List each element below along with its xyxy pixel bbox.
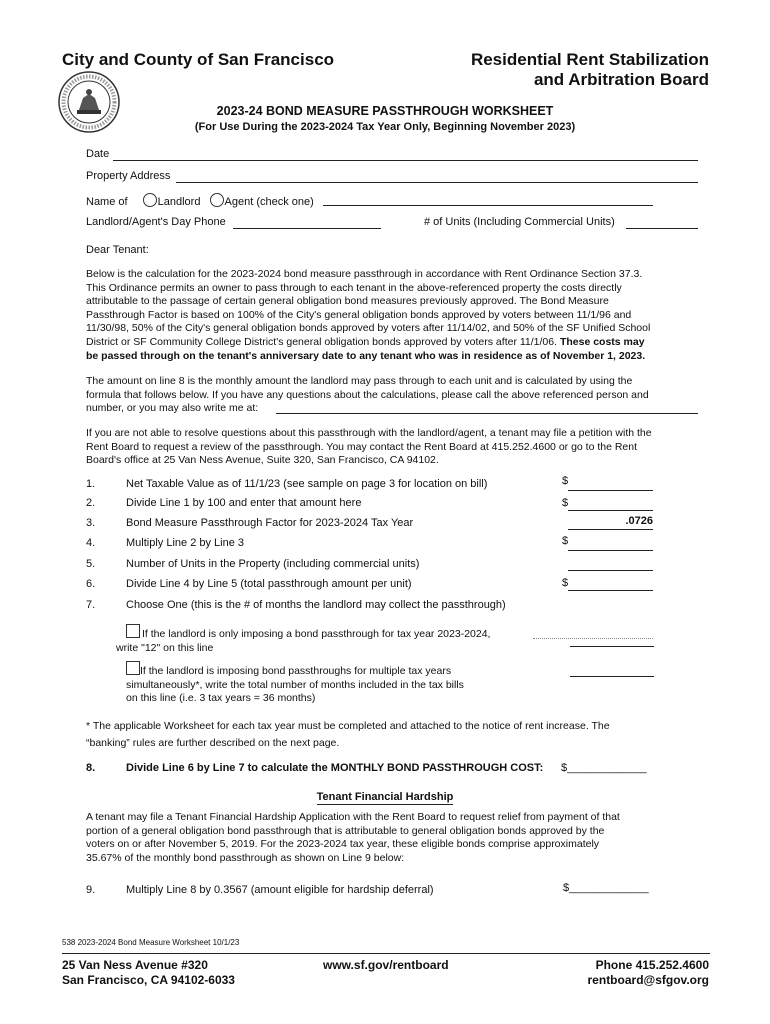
intro-line: [86, 336, 706, 350]
write-address-field[interactable]: [276, 401, 698, 414]
phone-field[interactable]: [233, 216, 381, 229]
line-5-text: Number of Units in the Property (including commercial units): [126, 558, 420, 570]
units-field[interactable]: [626, 216, 698, 229]
petition-line: If you are not able to resolve questions about this passthrough with the landlord/agent, a tenant may file a petition with the: [86, 427, 652, 439]
intro-line-text: District or SF Community College District's general obligation bonds approved by voters after 11/1/06.: [86, 335, 558, 348]
footnote-line: * The applicable Worksheet for each tax year must be completed and attached to the notice of rent increase. The: [86, 720, 610, 732]
option-1-line: write "12" on this line: [116, 642, 214, 654]
line-9-field[interactable]: $_____________: [563, 882, 649, 894]
hardship-line: voters on or after November 5, 2019. For the 2023-2024 tax year, these eligible bonds comprise approximately: [86, 838, 600, 851]
line-1-field[interactable]: [568, 478, 653, 491]
hardship-heading-wrap: [0, 787, 770, 805]
calc-line: formula that follows below. If you have any questions about the calculations, please call the above referenced person and: [86, 388, 649, 401]
intro-bold-line: be passed through on the tenant's anniversary date to any tenant who was in residence as of November 1, 2023.: [86, 349, 646, 362]
line-4-field[interactable]: [568, 538, 653, 551]
line-5-number: 5.: [86, 558, 96, 570]
calc-line: number, or you may also write me at:: [86, 402, 259, 415]
option-1-field[interactable]: [570, 646, 654, 647]
option-2-field[interactable]: [570, 676, 654, 677]
intro-line: Below is the calculation for the 2023-2024 bond measure passthrough in accordance with Rent Ordinance Section 37.3.: [86, 268, 643, 280]
option-1-dotted-line: [533, 638, 653, 639]
option-1-line: If the landlord is only imposing a bond passthrough for tax year 2023-2024,: [142, 628, 491, 640]
line-4-text: Multiply Line 2 by Line 3: [126, 537, 245, 549]
calc-line: The amount on line 8 is the monthly amount the landlord may pass through to each unit and is calculated by using the: [86, 375, 633, 387]
line-3-factor: .0726: [568, 515, 653, 530]
line-5-field[interactable]: [568, 558, 653, 571]
intro-bold-text: These costs may: [557, 335, 645, 348]
worksheet-title: 2023-24 BOND MEASURE PASSTHROUGH WORKSHEET: [216, 104, 554, 118]
option-2-checkbox[interactable]: [126, 661, 140, 675]
footer-address-line2: San Francisco, CA 94102-6033: [62, 973, 235, 987]
salutation: Dear Tenant:: [86, 244, 149, 256]
line-3-text: Bond Measure Passthrough Factor for 2023-2024 Tax Year: [126, 517, 414, 529]
option-1-text: [116, 627, 491, 655]
hardship-line: portion of a general obligation bond passthrough that is attributable to general obligation bonds approved by the: [86, 824, 605, 837]
line-2-text: Divide Line 1 by 100 and enter that amount here: [126, 497, 362, 509]
agency-name: City and County of San Francisco: [62, 50, 335, 69]
property-address-label: Property Address: [86, 170, 171, 182]
intro-line: attributable to the passage of certain general obligation bond measures previously approved. The Bond Measure: [86, 295, 609, 308]
line-9-number: 9.: [86, 884, 96, 896]
form-code: 538 2023-2024 Bond Measure Worksheet 10/1/23: [62, 938, 240, 947]
board-name-line2: and Arbitration Board: [533, 70, 709, 89]
line-4-dollar: $: [562, 535, 569, 547]
line-6-field[interactable]: [568, 578, 653, 591]
line-1-text: Net Taxable Value as of 11/1/23 (see sample on page 3 for location on bill): [126, 478, 488, 490]
line-6-text: Divide Line 4 by Line 5 (total passthrough amount per unit): [126, 578, 412, 590]
petition-line: Board's office at 25 Van Ness Avenue, Suite 320, San Francisco, CA 94102.: [86, 454, 439, 467]
line-9-text: Multiply Line 8 by 0.3567 (amount eligible for hardship deferral): [126, 884, 434, 896]
option-2-line: If the landlord is imposing bond passthroughs for multiple tax years: [140, 665, 452, 677]
line-2-field[interactable]: [568, 498, 653, 511]
petition-paragraph: [86, 427, 711, 468]
line-6-number: 6.: [86, 578, 96, 590]
option-2-line: simultaneously*, write the total number of months included in the tax bills: [126, 678, 464, 691]
hardship-paragraph: [86, 811, 706, 865]
landlord-radio[interactable]: Landlord: [143, 196, 201, 208]
line-2-dollar: $: [562, 497, 569, 509]
radio-circle-icon: [210, 193, 224, 207]
footer-website[interactable]: www.sf.gov/rentboard: [323, 958, 449, 972]
hardship-line: A tenant may file a Tenant Financial Hardship Application with the Rent Board to request relief from payment of that: [86, 811, 620, 823]
option-2-line: on this line (i.e. 3 tax years = 36 months): [126, 692, 316, 704]
intro-line: This Ordinance permits an owner to pass through to each tenant in the above-referenced property the costs directly: [86, 281, 622, 294]
line-3-number: 3.: [86, 517, 96, 529]
board-name: [471, 50, 709, 90]
units-label: # of Units (Including Commercial Units): [424, 216, 615, 228]
option-2-text: [126, 665, 464, 706]
line-8-number: 8.: [86, 762, 96, 774]
intro-line: 11/30/98, 50% of the City's general obligation bonds approved by voters after 11/14/02, and 50% of the SF Unified School: [86, 322, 651, 335]
line-8-text: Divide Line 6 by Line 7 to calculate the MONTHLY BOND PASSTHROUGH COST:: [126, 762, 544, 774]
intro-paragraph: [86, 268, 706, 363]
hardship-line: 35.67% of the monthly bond passthrough as shown on Line 9 below:: [86, 851, 405, 864]
footer-address-line1: 25 Van Ness Avenue #320: [62, 958, 208, 972]
agent-radio[interactable]: Agent (check one): [210, 196, 314, 208]
name-of-row: [86, 193, 314, 208]
footer-email[interactable]: rentboard@sfgov.org: [587, 973, 709, 987]
footnote-line: “banking” rules are further described on the next page.: [86, 737, 340, 749]
line-7-text: Choose One (this is the # of months the landlord may collect the passthrough): [126, 599, 506, 611]
footnote: [86, 718, 610, 752]
worksheet-subtitle: (For Use During the 2023-2024 Tax Year Only, Beginning November 2023): [194, 121, 576, 133]
footer-phone: Phone 415.252.4600: [595, 958, 709, 972]
property-address-field[interactable]: [176, 170, 698, 183]
phone-label: Landlord/Agent's Day Phone: [86, 216, 226, 228]
name-of-label: Name of: [86, 196, 128, 208]
line-1-number: 1.: [86, 478, 96, 490]
petition-line: Rent Board to request a review of the passthrough. You may contact the Rent Board at 415.252.4600 or go to the Rent: [86, 440, 638, 453]
date-field[interactable]: [113, 148, 698, 161]
hardship-heading: Tenant Financial Hardship: [316, 791, 454, 803]
name-field[interactable]: [323, 193, 653, 206]
line-6-dollar: $: [562, 577, 569, 589]
footer-divider: [62, 953, 710, 954]
board-name-line1: Residential Rent Stabilization: [470, 50, 709, 69]
line-1-dollar: $: [562, 475, 569, 487]
line-7-number: 7.: [86, 599, 96, 611]
intro-line: Passthrough Factor is based on 100% of the City's general obligation bonds approved by voters between 11/1/96 and: [86, 308, 632, 321]
footer-contact: [588, 958, 709, 988]
line-8-field[interactable]: $_____________: [561, 762, 647, 774]
line-2-number: 2.: [86, 497, 96, 509]
footer-address: [62, 958, 235, 988]
radio-circle-icon: [143, 193, 157, 207]
line-4-number: 4.: [86, 537, 96, 549]
date-label: Date: [86, 148, 110, 160]
option-1-checkbox[interactable]: [126, 624, 140, 638]
